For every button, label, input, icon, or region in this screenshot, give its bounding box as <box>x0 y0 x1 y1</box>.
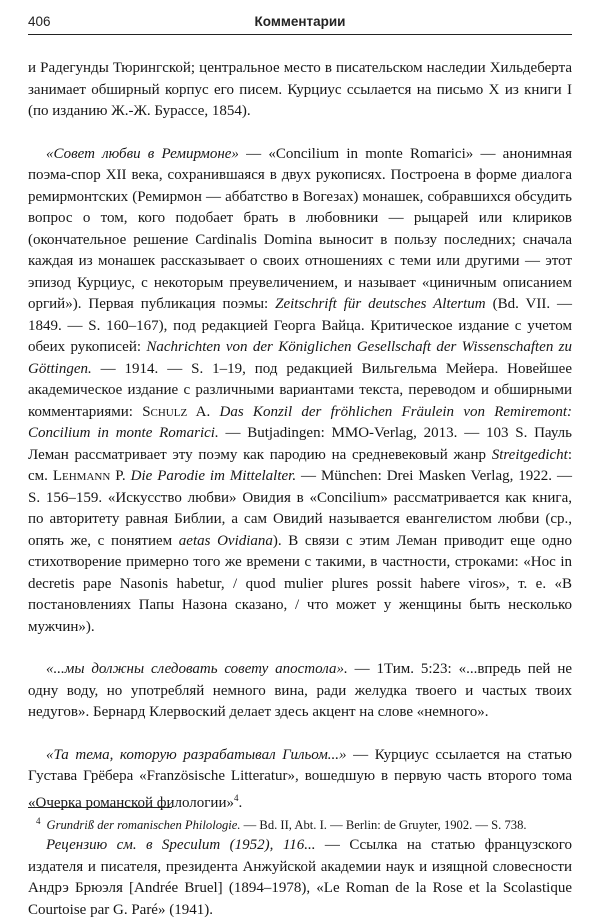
paragraph-gap <box>28 123 572 144</box>
paragraph-guillaume <box>28 745 572 815</box>
footnote-rule <box>28 807 172 808</box>
text-run: P. <box>110 468 131 484</box>
text-run: A. <box>187 403 220 420</box>
footnote <box>28 813 572 834</box>
text-run: — Ссылка на статью французского издателя и писателя, президента Анжуйской академии наук и изящной словесности Андрэ Брюэля [Andrée Bruel] (1894–1978), «Le Roman de la Rose et la Scolastique Courtoise par G. Paré» (1941). <box>28 837 572 918</box>
italic-run: Die Parodie im Mittelalter. <box>130 468 297 484</box>
author-name: Schulz <box>142 403 188 420</box>
italic-run: aetas Ovidiana <box>178 532 273 549</box>
footnote-ref: 4 <box>233 792 239 803</box>
text-run: . <box>238 794 243 811</box>
footnote-text <box>47 818 527 832</box>
italic-run: «Совет любви в Ремирмоне» <box>46 145 239 162</box>
paragraph-gap <box>28 638 572 659</box>
text-run: — Курциус ссылается на статью Густава Грёбера «Französische Litteratur», вошедшую в первую часть второго тома «Очерка романской филологии» <box>28 746 572 811</box>
text-run: (Bd. VII. — 1849. — S. 160–167), под редакцией Георга Вайца. Критическое издание с учетом обеих рукописей: <box>28 296 572 355</box>
text-run: — München: Drei Masken Verlag, 1922. — S. 156–159. «Искусство любви» Овидия в «Concilium» рассматривается как книга, по авторитету равная Библии, а сам Овидий называется евангелистом любви (ср., опять же, с понятием <box>28 468 572 549</box>
page-body <box>28 58 572 921</box>
text-run: и Радегунды Тюрингской; центральное место в писательском наследии Хильдеберта занимает обширный корпус его писем. Курциус ссылается на письмо X из книги I (по изданию Ж.-Ж. Бурассе, 1854). <box>28 60 572 119</box>
text-run: — Bd. II, Abt. I. — Berlin: de Gruyter, 1902. — S. 738. <box>240 818 527 833</box>
text-run: : см. <box>28 446 572 484</box>
italic-run: Zeitschrift für deutsches Altertum <box>275 296 486 312</box>
italic-run: «Та тема, которую разрабатывал Гильом...» <box>46 746 347 763</box>
paragraph-continuation <box>28 58 572 123</box>
text-run: ). В связи с этим Леман приводит еще одно стихотворение примерно того же времени с такими, в частности, строками: «Hoc in decretis pape Nasonis habetur, / quod mulier plures possit habere viros», т. е. «В постановлениях Папы Назона сказано, / что может у женщины быть несколько мужчин»). <box>28 532 572 635</box>
page-number: 406 <box>28 14 51 29</box>
paragraph-speculum <box>28 835 572 921</box>
italic-run: Рецензию см. в Speculum (1952), 116... <box>46 837 316 853</box>
footnote-number: 4 <box>36 816 41 826</box>
running-title: Комментарии <box>254 14 346 29</box>
italic-run: Nachrichten von der Königlichen Gesellschaft der Wissenschaften zu Göttingen. <box>28 339 572 377</box>
italic-run: Das Konzil der fröhlichen Fräulein von Remiremont: Concilium in monte Romarici. <box>28 403 572 441</box>
header-rule <box>28 34 572 35</box>
text-run: — 1914. — S. 1–19, под редакцией Вильгельма Мейера. Новейшее академическое издание с различными вариантами текста, переводом и обширными комментариями: <box>28 360 572 420</box>
paragraph-concilium <box>28 144 572 639</box>
text-run: — Butjadingen: MMO-Verlag, 2013. — 103 S. Пауль Леман рассматривает эту поэму как пародию на средневековый жанр <box>28 425 572 463</box>
running-header <box>28 14 572 36</box>
italic-run: Grundriß der romanischen Philologie. <box>46 818 241 833</box>
text-run: — 1Тим. 5:23: «...впредь пей не одну воду, но употребляй немного вина, ради желудка твоего и частых твоих недугов». Бернард Клервоский делает здесь акцент на слове «немного». <box>28 661 573 720</box>
italic-run: «...мы должны следовать совету апостола». <box>46 661 348 677</box>
text-run: — «Concilium in monte Romarici» — анонимная поэма-спор XII века, сохранившаяся в двух рукописях. Построена в форме диалога ремирмонтских (Ремирмон — аббатство в Вогезах) монашек, собравшихся обсудить вопрос о том, кого подобает брать в любовники — рыцарей или клириков (окончательное решение Cardinalis Domina выносит в пользу последних; сначала каждая из монашек рассказывает о своих отношениях с теми или другими — этот эпизод Курциус, с некоторым преувеличением, и называет «циничным описанием оргий»). Первая публикация поэмы: <box>28 145 572 312</box>
italic-run: Streitgedicht <box>491 446 568 463</box>
paragraph-gap <box>28 724 572 745</box>
author-name: Lehmann <box>52 468 111 484</box>
paragraph-apostle <box>28 659 572 724</box>
